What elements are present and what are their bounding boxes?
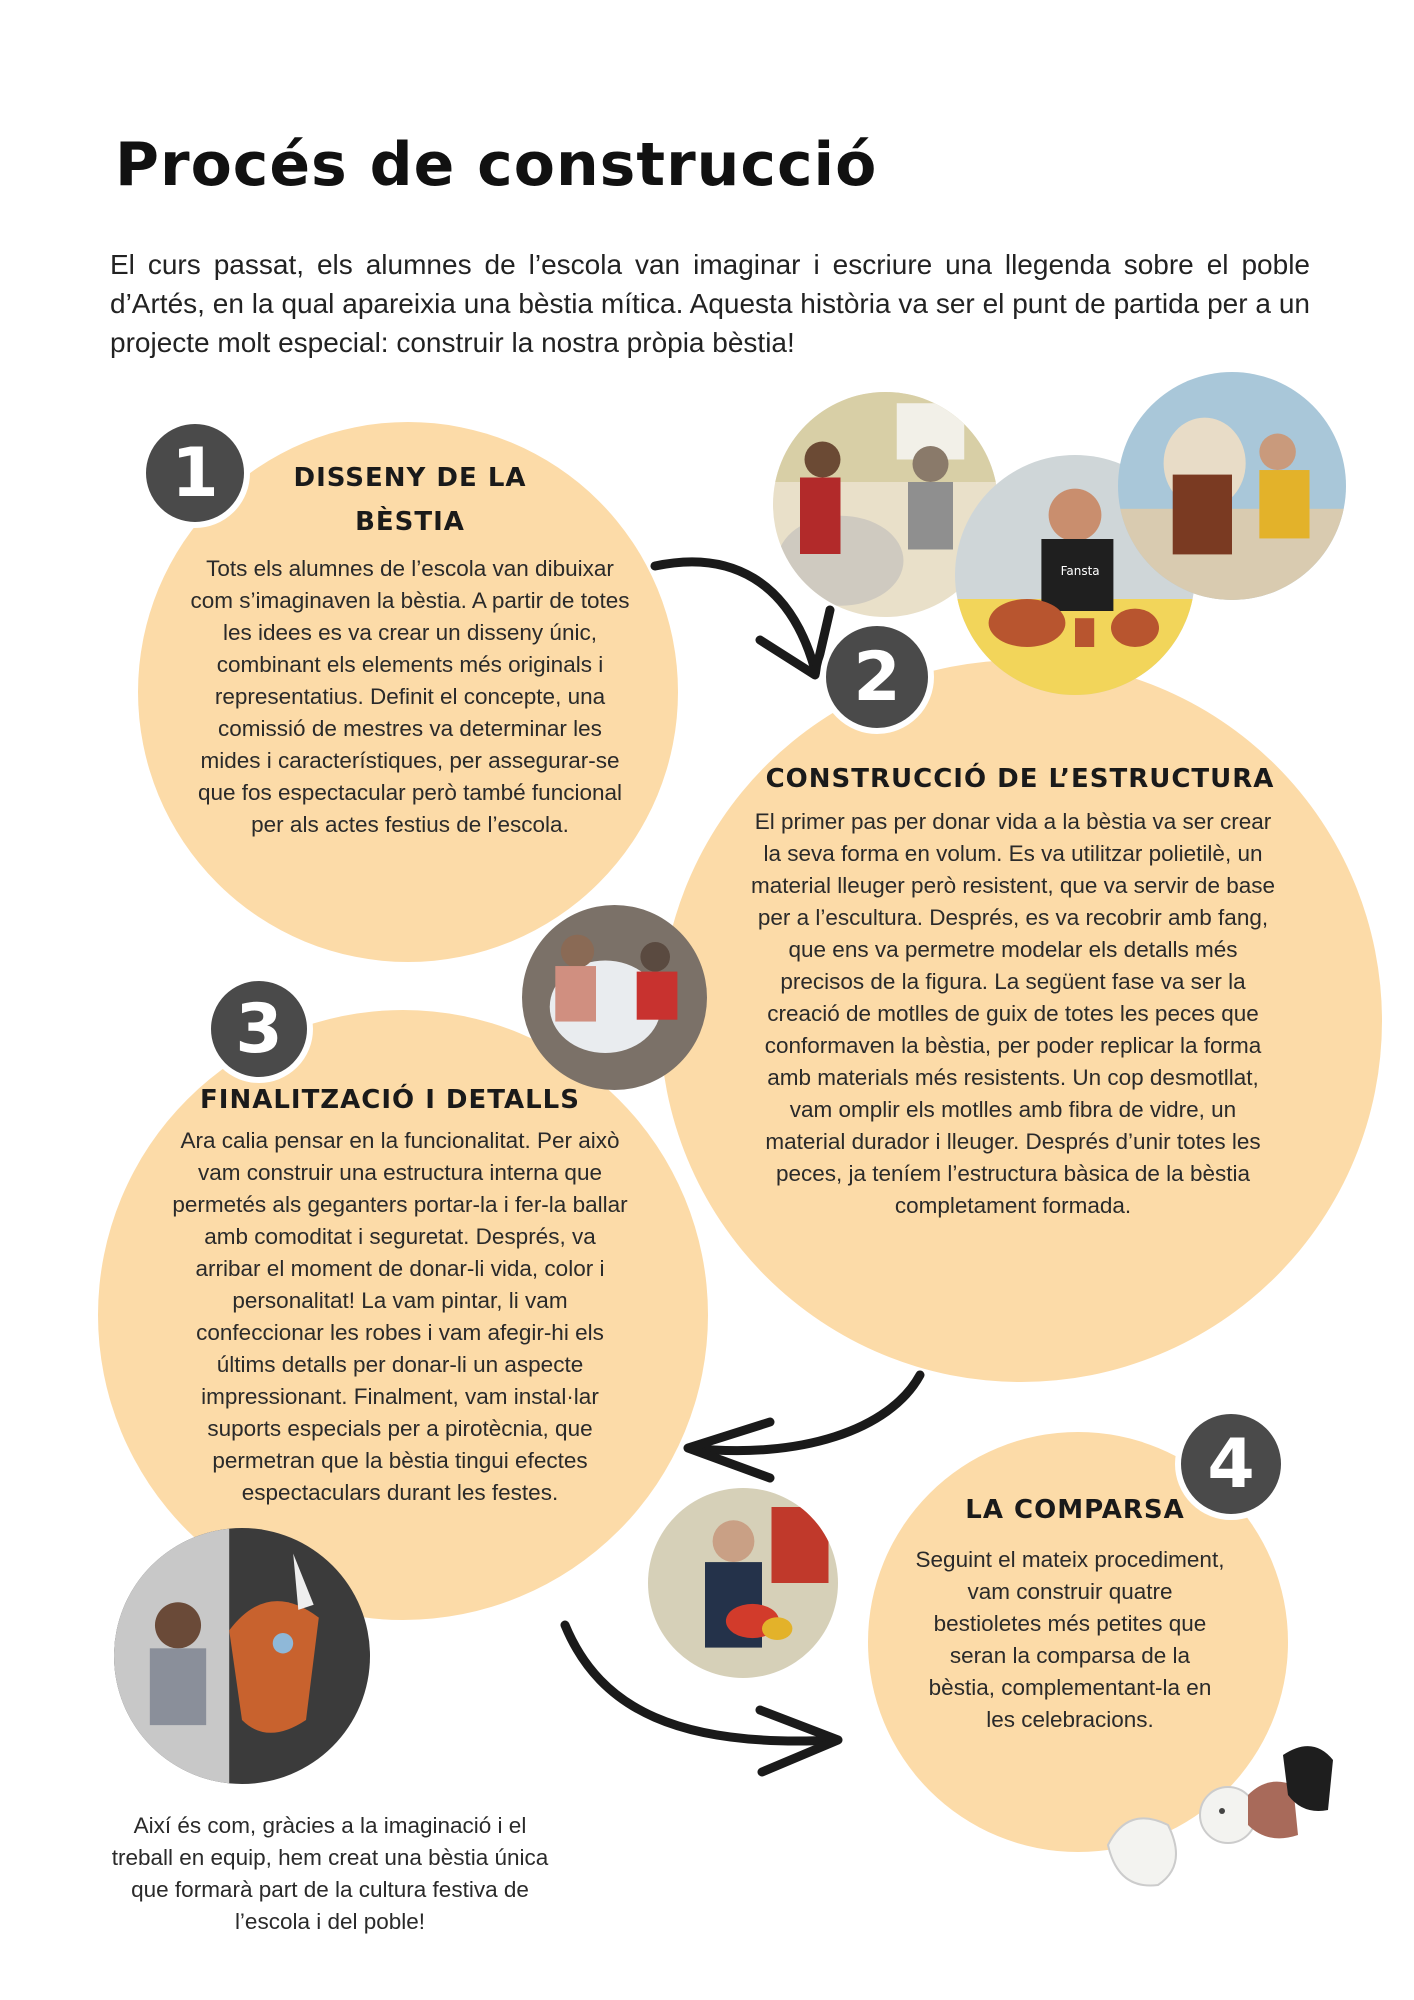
step-3-title: FINALITZACIÓ I DETALLS	[200, 1085, 580, 1115]
intro-paragraph: El curs passat, els alumnes de l’escola van imaginar i escriure una llegenda sobre el poble d’Artés, en la qual apareixia una bèstia mítica. Aquesta història va ser el punt de partida per a un projecte molt especial: construir la nostra pròpia bèstia!	[110, 249, 1310, 358]
step-2-title: CONSTRUCCIÓ DE L’ESTRUCTURA	[765, 764, 1275, 794]
step-4-title: LA COMPARSA	[965, 1495, 1185, 1525]
photo-painted-beast	[114, 1528, 370, 1784]
page-title: Procés de construcció	[115, 130, 878, 200]
step-3-text: Ara calia pensar en la funcionalitat. Per això vam construir una estructura interna que permetés als geganters portar-la i fer-la ballar amb comoditat i seguretat. Després, va arribar el moment de donar-li vida, color i personalitat! La vam pintar, li vam confeccionar les robes i vam afegir-hi els últims detalls per donar-li un aspecte impressionant. Finalment, vam instal·lar suports especials per a pirotècnia, que permetran que la bèstia tingui efectes espectaculars durant les festes.	[172, 1128, 628, 1505]
closing-paragraph: Així és com, gràcies a la imaginació i el treball en equip, hem creat una bèstia única que formarà part de la cultura festiva de l’escola i del poble!	[111, 1813, 549, 1934]
step-1-title: DISSENY DE LA BÈSTIA	[293, 463, 527, 537]
step-2-text: El primer pas per donar vida a la bèstia va ser crear la seva forma en volum. Es va utilitzar polietilè, un material lleuger però resistent, que va servir de base per a l’escultura. Després, es va recobrir amb fang, que ens va permetre modelar els detalls més precisos de la figura. La següent fase va ser la creació de motlles de guix de totes les peces que conformaven la bèstia, per poder replicar la forma amb materials més resistents. Un cop desmotllat, vam omplir els motlles amb fibra de vidre, un material durador i lleuger. Després d’unir totes les peces, ja teníem l’estructura bàsica de la bèstia completament formada.	[750, 809, 1275, 1218]
step-4-number-badge: 4	[1175, 1408, 1287, 1520]
photo-beast-sculpture	[1118, 372, 1346, 600]
photo-mold-casting	[522, 905, 707, 1090]
step-1-number-badge: 1	[140, 418, 250, 528]
photo-small-beasts	[1098, 1715, 1348, 1895]
step-3-number-badge: 3	[205, 975, 313, 1083]
shirt-text: Fansta	[1060, 564, 1100, 578]
step-2-number-badge: 2	[820, 620, 934, 734]
photo-costume-sewing	[648, 1488, 838, 1678]
step-4-text: Seguint el mateix procediment, vam construir quatre bestioletes més petites que seran la comparsa de la bèstia, complementant-la en les celebracions.	[915, 1547, 1225, 1732]
step-1-text: Tots els alumnes de l’escola van dibuixar com s’imaginaven la bèstia. A partir de totes les idees es va crear un disseny únic, combinant els elements més originals i representatius. Definit el concepte, una comissió de mestres va determinar les mides i característiques, per assegurar-se que fos espectacular però també funcional per als actes festius de l’escola.	[190, 556, 630, 837]
